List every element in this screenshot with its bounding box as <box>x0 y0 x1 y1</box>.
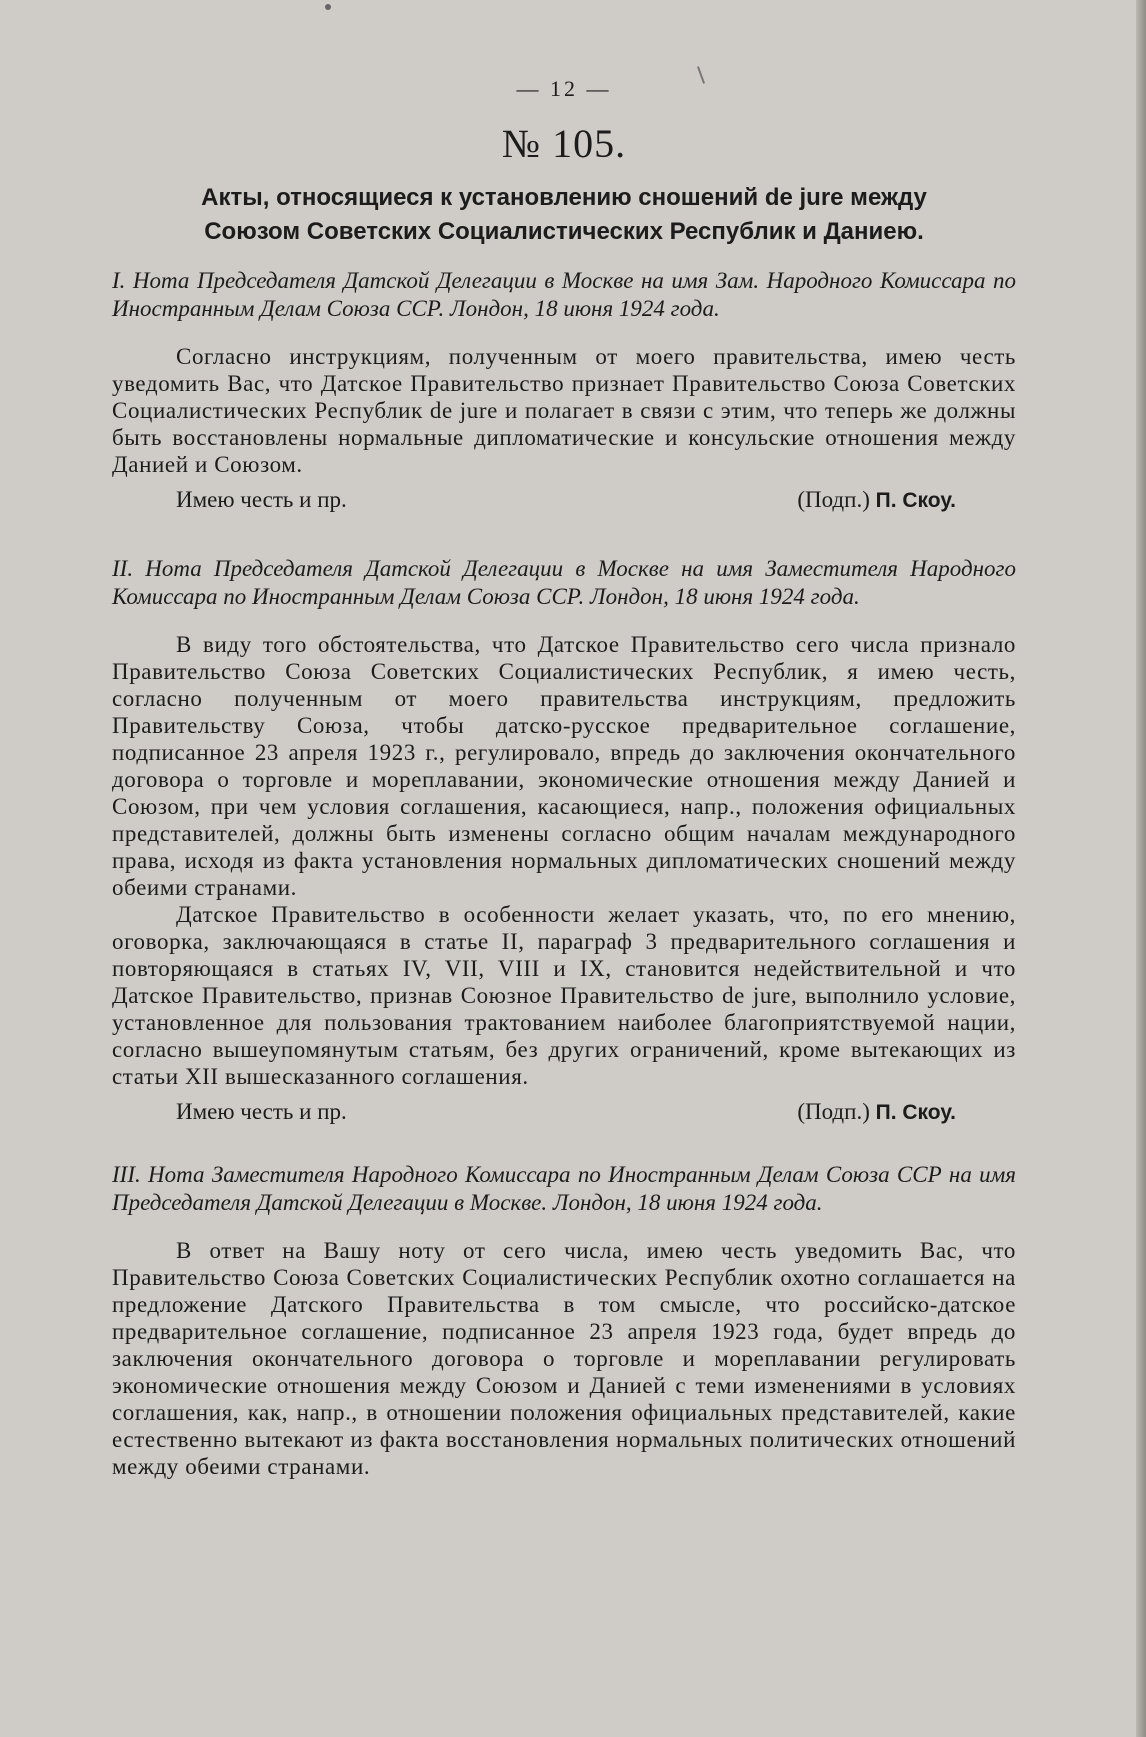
print-speck <box>325 4 331 10</box>
note-paragraph: Датское Правительство в особенности желает указать, что, по его мнению, оговорка, заключающаяся в статье II, параграф 3 предварительного соглашения и повторяющаяся в статьях IV, VII, VIII и IX, становится недействительной и что Датское Правительство, признав Союзное Правительство de jure, выполнило условие, установленное для пользования трактованием наиболее благоприятствуемой нации, согласно вышеупомянутым статьям, без других ограничений, кроме вытекающих из статьи XII вышесказанного соглашения. <box>112 902 1016 1089</box>
note-paragraph: Согласно инструкциям, полученным от моего правительства, имею честь уведомить Вас, что Датское Правительство признает Правительство Союза Советских Социалистических Республик de jure и полагает в связи с этим, что теперь же должны быть восстановлены нормальные дипломатические и консульские отношения между Данией и Союзом. <box>112 344 1016 477</box>
closing-formula: Имею честь и пр. <box>176 487 347 512</box>
document-number: № 105. <box>501 121 627 166</box>
note-heading: III. Нота Заместителя Народного Комиссара по Иностранным Делам Союза ССР на имя Председателя Датской Делегации в Москве. Лондон, 18 июня 1924 года. <box>112 1162 1016 1215</box>
signer-name: П. Скоу. <box>875 1101 956 1124</box>
note-heading: I. Нота Председателя Датской Делегации в Москве на имя Зам. Народного Комиссара по Иностранным Делам Союза ССР. Лондон, 18 июня 1924 года. <box>112 268 1016 321</box>
signature-prefix: (Подп.) <box>797 487 870 512</box>
note-paragraph: В виду того обстоятельства, что Датское Правительство сего числа признало Правительство Союза Советских Социалистических Республик, я имею честь, согласно полученным от моего правительства инструкциям, предложить Правительству Союза, чтобы датско-русское предварительное соглашение, подписанное 23 апреля 1923 г., регулировало, впредь до заключения окончательного договора о торговле и мореплавании, экономические отношения между Данией и Союзом, при чем условия соглашения, касающиеся, напр., положения официальных представителей, должны быть изменены согласно общим началам международного права, исходя из факта установления нормальных дипломатических сношений между обеими странами. <box>112 632 1016 900</box>
page-edge-shadow <box>1136 0 1146 1737</box>
signature-block <box>797 486 1016 515</box>
signature-block <box>797 1098 1016 1127</box>
note-signoff <box>112 1098 1016 1127</box>
document-title <box>112 181 1016 249</box>
note-heading: II. Нота Председателя Датской Делегации в Москве на имя Заместителя Народного Комиссара по Иностранным Делам Союза ССР. Лондон, 18 июня 1924 года. <box>112 556 1016 609</box>
closing-formula: Имею честь и пр. <box>176 1099 347 1124</box>
note-section-2 <box>112 555 1016 1127</box>
page-number: — 12 — <box>516 76 612 101</box>
title-line-2: Союзом Советских Социалистических Республик и Даниею. <box>204 218 924 245</box>
title-line-1: Акты, относящиеся к установлению сношений de jure между <box>201 184 927 211</box>
note-section-1 <box>112 267 1016 515</box>
note-signoff <box>112 486 1016 515</box>
signature-prefix: (Подп.) <box>797 1099 870 1124</box>
note-section-3 <box>112 1161 1016 1480</box>
note-paragraph: В ответ на Вашу ноту от сего числа, имею честь уведомить Вас, что Правительство Союза Советских Социалистических Республик охотно соглашается на предложение Датского Правительства в том смысле, что российско-датское предварительное соглашение, подписанное 23 апреля 1923 года, будет впредь до заключения окончательного договора о торговле и мореплавании регулировать экономические отношения между Союзом и Данией с теми изменениями в условиях соглашения, как, напр., в отношении положения официальных представителей, какие естественно вытекают из факта восстановления нормальных политических отношений между обеими странами. <box>112 1238 1016 1479</box>
signer-name: П. Скоу. <box>875 489 956 512</box>
